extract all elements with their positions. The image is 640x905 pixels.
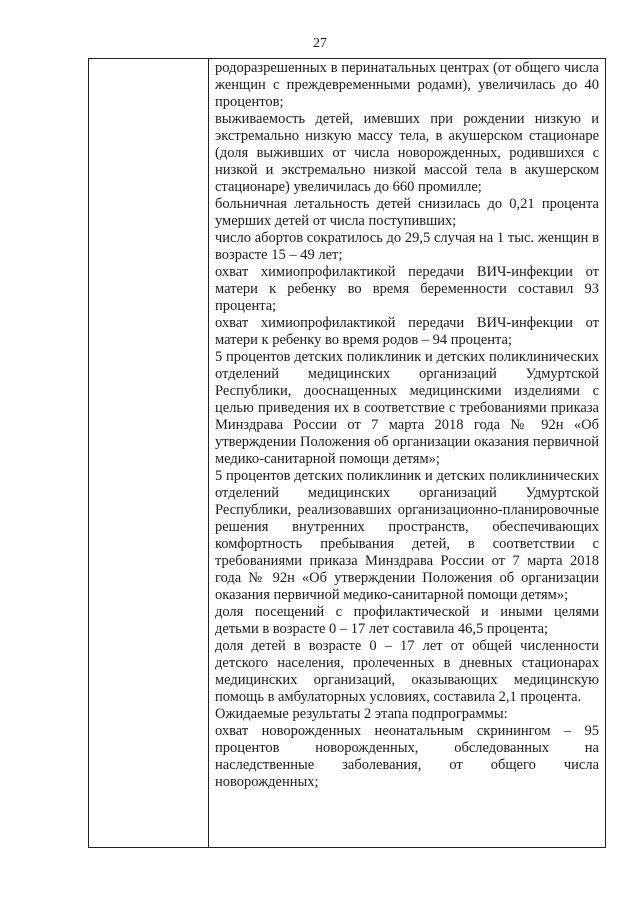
paragraph: охват химиопрофилактикой передачи ВИЧ-инфекции от матери к ребенку во время беременности составил 93 процента; <box>215 264 599 314</box>
paragraph: 5 процентов детских поликлиник и детских поликлинических отделений медицинских организаций Удмуртской Республики, дооснащенных медицинскими изделиями с целью приведения их в соответствие с требованиями приказа Минздрава России от 7 марта 2018 года № 92н «Об утверждении Положения об организации оказания первичной медико-санитарной помощи детям»; <box>215 349 599 467</box>
paragraph: больничная летальность детей снизилась до 0,21 процента умерших детей от числа поступивших; <box>215 196 599 229</box>
paragraph: выживаемость детей, имевших при рождении низкую и экстремально низкую массу тела, в акушерском стационаре (доля выживших от числа новорожденных, родившихся с низкой и экстремально низкой массой тела в акушерском стационаре) увеличилась до 660 промилле; <box>215 111 599 195</box>
paragraph: охват новорожденных неонатальным скринингом – 95 процентов новорожденных, обследованных на наследственные заболевания, от общего числа новорожденных; <box>215 723 599 790</box>
paragraph: доля посещений с профилактической и иными целями детьми в возрасте 0 – 17 лет составила 46,5 процента; <box>215 604 599 637</box>
table-right-cell <box>209 59 605 847</box>
table-left-cell <box>89 59 209 847</box>
paragraph: доля детей в возрасте 0 – 17 лет от общей численности детского населения, пролеченных в дневных стационарах медицинских организаций, оказывающих медицинскую помощь в амбулаторных условиях, составила 2,1 процента. <box>215 638 599 705</box>
paragraph: число абортов сократилось до 29,5 случая на 1 тыс. женщин в возрасте 15 – 49 лет; <box>215 230 599 263</box>
paragraph: родоразрешенных в перинатальных центрах (от общего числа женщин с преждевременными родами), увеличилась до 40 процентов; <box>215 60 599 110</box>
paragraph: охват химиопрофилактикой передачи ВИЧ-инфекции от матери к ребенку во время родов – 94 процента; <box>215 315 599 348</box>
document-table <box>88 58 606 848</box>
paragraph: Ожидаемые результаты 2 этапа подпрограммы: <box>215 706 508 722</box>
paragraph: 5 процентов детских поликлиник и детских поликлинических отделений медицинских организаций Удмуртской Республики, реализовавших организационно-планировочные решения внутренних пространств, обеспечивающих комфортность пребывания детей, в соответствии с требованиями приказа Минздрава России от 7 марта 2018 года № 92н «Об утверждении Положения об организации оказания первичной медико-санитарной помощи детям»; <box>215 468 599 603</box>
page-number: 27 <box>313 36 327 51</box>
